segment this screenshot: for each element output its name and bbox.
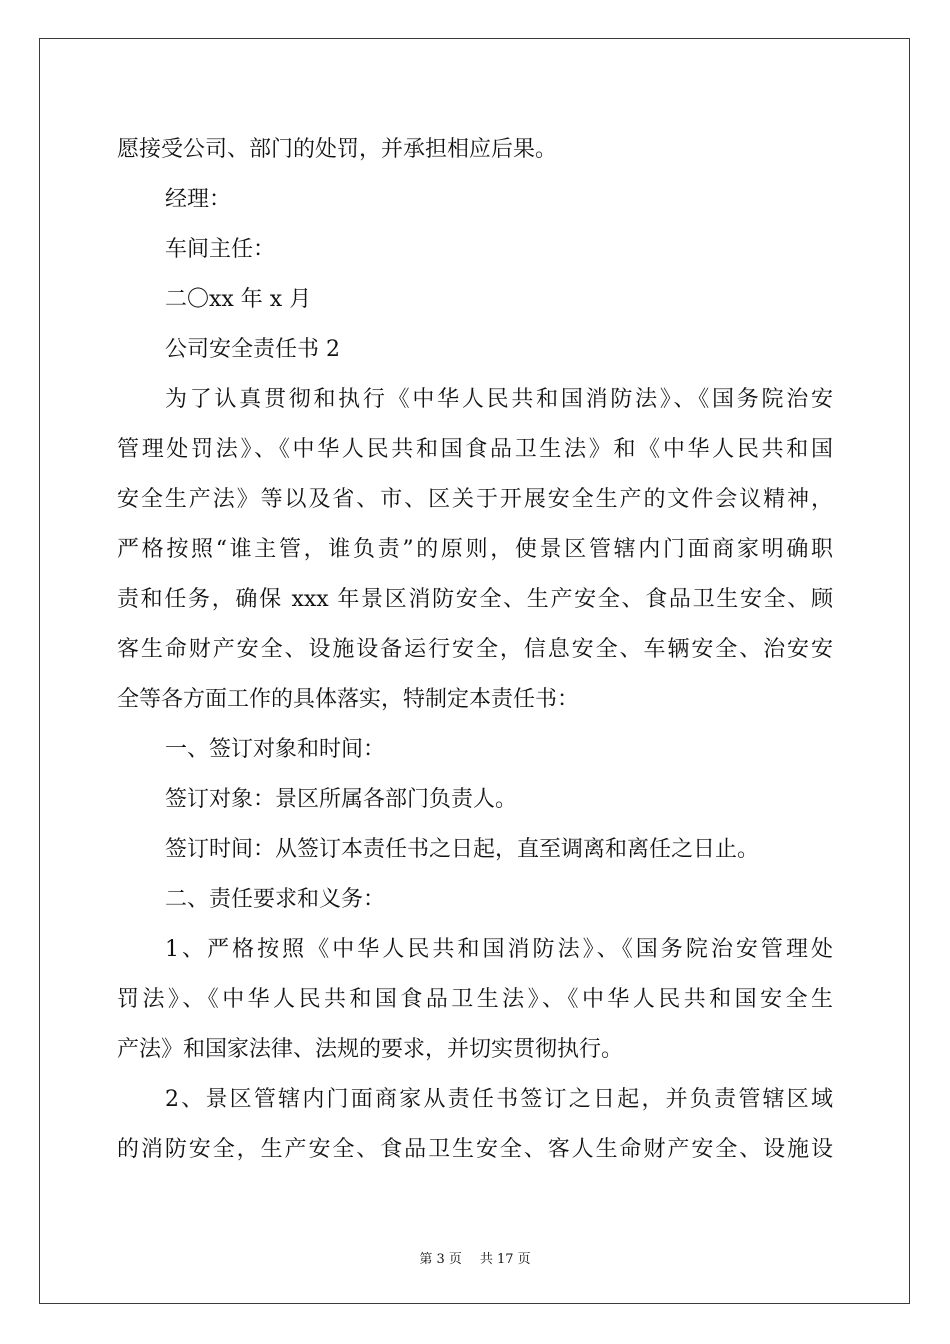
page-footer [0, 1248, 950, 1267]
text-line: 严格按照“谁主管，谁负责”的原则，使景区管辖内门面商家明确职 [117, 537, 833, 562]
signature-label-workshop-director: 车间主任： [165, 237, 276, 262]
page-number: 第 3 页 [419, 1252, 462, 1267]
page-total: 共 17 页 [479, 1252, 531, 1267]
text-line: 责和任务，确保 xxx 年景区消防安全、生产安全、食品卫生安全、顾 [117, 587, 833, 612]
text-line: 2、景区管辖内门面商家从责任书签订之日起，并负责管辖区域 [165, 1087, 833, 1112]
text-line: 签订对象：景区所属各部门负责人。 [165, 787, 518, 812]
text-line: 客生命财产安全、设施设备运行安全，信息安全、车辆安全、治安安 [117, 637, 833, 662]
text-line: 为了认真贯彻和执行《中华人民共和国消防法》、《国务院治安 [165, 387, 833, 412]
text-line: 管理处罚法》、《中华人民共和国食品卫生法》和《中华人民共和国 [117, 437, 833, 462]
heading-line: 二、责任要求和义务： [165, 887, 386, 912]
text-line: 1、严格按照《中华人民共和国消防法》、《国务院治安管理处 [165, 937, 833, 962]
date-line: 二〇xx 年 x 月 [165, 287, 312, 312]
text-line: 产法》和国家法律、法规的要求，并切实贯彻执行。 [117, 1037, 624, 1062]
text-line: 罚法》、《中华人民共和国食品卫生法》、《中华人民共和国安全生 [117, 987, 833, 1012]
text-line: 愿接受公司、部门的处罚，并承担相应后果。 [117, 137, 558, 162]
text-line: 的消防安全，生产安全、食品卫生安全、客人生命财产安全、设施设 [117, 1137, 833, 1162]
text-line: 全等各方面工作的具体落实，特制定本责任书： [117, 687, 580, 712]
text-line: 安全生产法》等以及省、市、区关于开展安全生产的文件会议精神， [117, 487, 833, 512]
heading-line: 一、签订对象和时间： [165, 737, 386, 762]
text-line: 签订时间：从签订本责任书之日起，直至调离和离任之日止。 [165, 837, 760, 862]
section-title: 公司安全责任书 2 [165, 337, 340, 362]
signature-label-manager: 经理： [165, 187, 232, 212]
page-border [39, 38, 910, 1304]
